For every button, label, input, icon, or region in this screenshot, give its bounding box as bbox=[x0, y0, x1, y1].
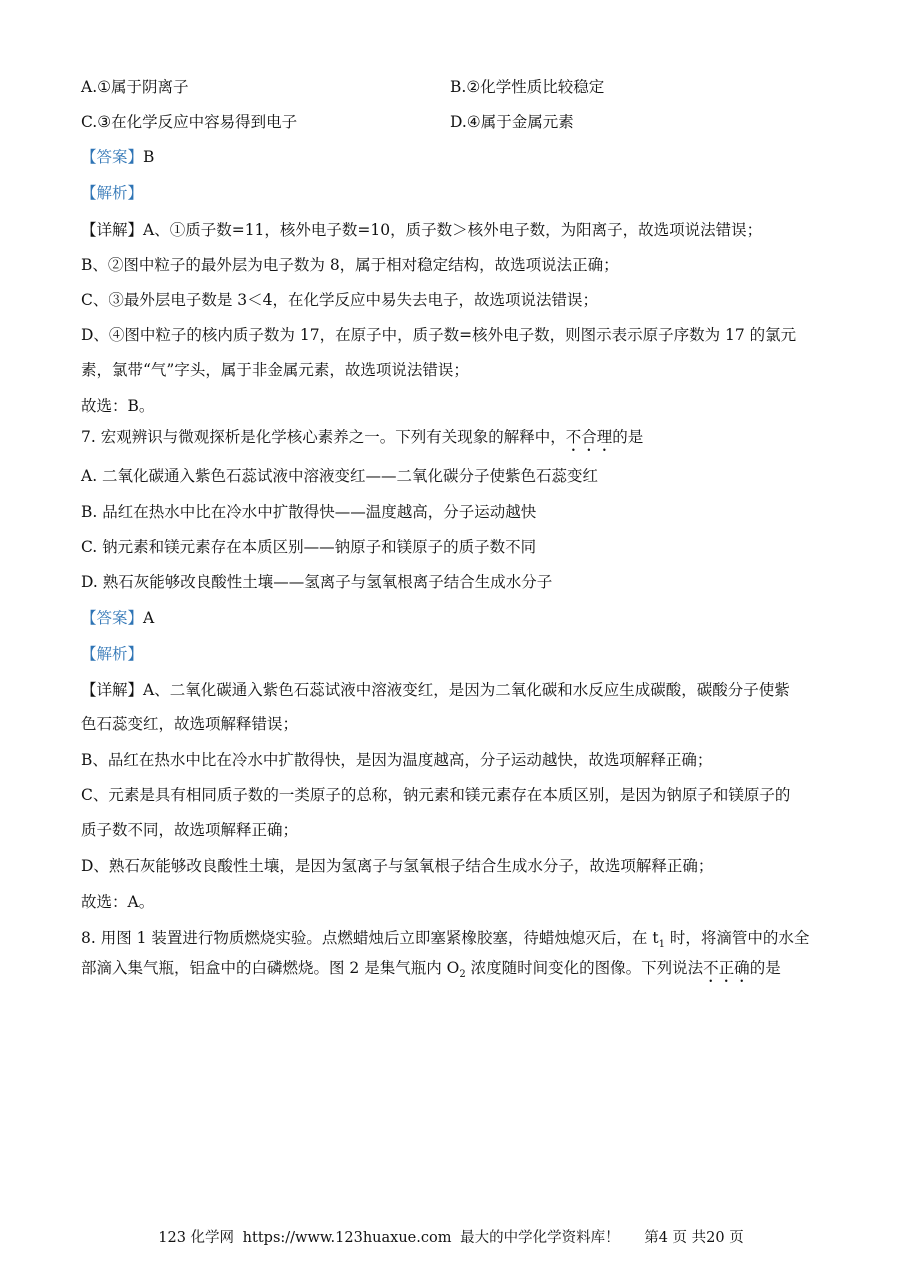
q8-text: 部滴入集气瓶，铝盒中的白磷燃烧。图 2 是集气瓶内 O bbox=[81, 959, 460, 977]
q7-option-c: C. 钠元素和镁元素存在本质区别——钠原子和镁原子的质子数不同 bbox=[81, 538, 537, 556]
q6-detail-2: B、②图中粒子的最外层为电子数为 8，属于相对稳定结构，故选项说法正确； bbox=[81, 256, 619, 274]
q6-detail-4a: D、④图中粒子的核内质子数为 17，在原子中，质子数=核外电子数，则图示表示原子序数为 17 的氯元 bbox=[81, 326, 797, 344]
q7-stem-suffix: 的是 bbox=[612, 428, 644, 446]
q8-text: 时，将滴管中的水全 bbox=[664, 929, 810, 947]
q6-option-c: C.③在化学反应中容易得到电子 bbox=[81, 113, 298, 131]
q6-detail-4b: 素，氯带“气”字头，属于非金属元素，故选项说法错误； bbox=[81, 361, 469, 379]
detail-tag: 【详解】 bbox=[81, 681, 144, 699]
q6-option-a: A.①属于阴离子 bbox=[81, 78, 189, 96]
q8-emphasis: 不正确 bbox=[703, 959, 750, 977]
q6-detail-3: C、③最外层电子数是 3＜4，在化学反应中易失去电子，故选项说法错误； bbox=[81, 291, 599, 309]
q7-conclusion: 故选：A。 bbox=[81, 893, 155, 911]
q8-stem-line-2 bbox=[81, 958, 781, 986]
q6-option-b: B.②化学性质比较稳定 bbox=[450, 78, 605, 96]
q6-answer bbox=[81, 147, 154, 167]
footer-slogan: 最大的中学化学资料库！ bbox=[460, 1230, 620, 1246]
q7-answer bbox=[81, 608, 154, 628]
q7-detail-1a bbox=[81, 680, 790, 700]
answer-value: B bbox=[143, 148, 155, 166]
q8-text: 的是 bbox=[749, 959, 781, 977]
q6-analysis-tag: 【解析】 bbox=[81, 184, 144, 202]
q7-analysis-tag: 【解析】 bbox=[81, 645, 144, 663]
q8-subscript: 1 bbox=[658, 939, 665, 951]
q8-text: 8. 用图 1 装置进行物质燃烧实验。点燃蜡烛后立即塞紧橡胶塞，待蜡烛熄灭后，在 t bbox=[81, 929, 659, 947]
footer-url[interactable]: https://www.123huaxue.com bbox=[242, 1230, 452, 1246]
page-footer bbox=[0, 1226, 902, 1247]
q7-detail-4: D、熟石灰能够改良酸性土壤，是因为氢离子与氢氧根子结合生成水分子，故选项解释正确； bbox=[81, 857, 714, 875]
q7-stem-text: 7. 宏观辨识与微观探析是化学核心素养之一。下列有关现象的解释中， bbox=[81, 428, 566, 446]
q7-stem bbox=[81, 427, 643, 455]
q8-subscript: 2 bbox=[459, 969, 466, 981]
q7-detail-3b: 质子数不同，故选项解释正确； bbox=[81, 821, 299, 839]
q8-text: 浓度随时间变化的图像。下列说法 bbox=[465, 959, 704, 977]
q7-detail-1b: 色石蕊变红，故选项解释错误； bbox=[81, 715, 299, 733]
q7-detail-2: B、品红在热水中比在冷水中扩散得快，是因为温度越高，分子运动越快，故选项解释正确； bbox=[81, 751, 713, 769]
footer-page-number: 第4 页 共20 页 bbox=[644, 1230, 744, 1246]
q7-stem-emphasis: 不合理 bbox=[565, 428, 613, 446]
q6-detail-1 bbox=[81, 220, 762, 240]
detail-tag: 【详解】 bbox=[81, 221, 144, 239]
q7-detail-3a: C、元素是具有相同质子数的一类原子的总称，钠元素和镁元素存在本质区别，是因为钠原子和镁原子的 bbox=[81, 786, 791, 804]
footer-site: 123 化学网 bbox=[158, 1230, 235, 1246]
answer-tag: 【答案】 bbox=[81, 609, 144, 627]
q7-option-a: A. 二氧化碳通入紫色石蕊试液中溶液变红——二氧化碳分子使紫色石蕊变红 bbox=[81, 467, 599, 485]
q8-stem-line-1 bbox=[81, 928, 810, 951]
detail-text: A、二氧化碳通入紫色石蕊试液中溶液变红，是因为二氧化碳和水反应生成碳酸，碳酸分子使紫 bbox=[143, 681, 790, 699]
q7-option-d: D. 熟石灰能够改良酸性土壤——氢离子与氢氧根离子结合生成水分子 bbox=[81, 573, 553, 591]
q6-conclusion: 故选：B。 bbox=[81, 397, 155, 415]
detail-text: A、①质子数=11，核外电子数=10，质子数＞核外电子数，为阳离子，故选项说法错误； bbox=[143, 221, 763, 239]
answer-value: A bbox=[143, 609, 155, 627]
answer-tag: 【答案】 bbox=[81, 148, 144, 166]
q6-option-d: D.④属于金属元素 bbox=[450, 113, 574, 131]
q7-option-b: B. 品红在热水中比在冷水中扩散得快——温度越高，分子运动越快 bbox=[81, 503, 537, 521]
